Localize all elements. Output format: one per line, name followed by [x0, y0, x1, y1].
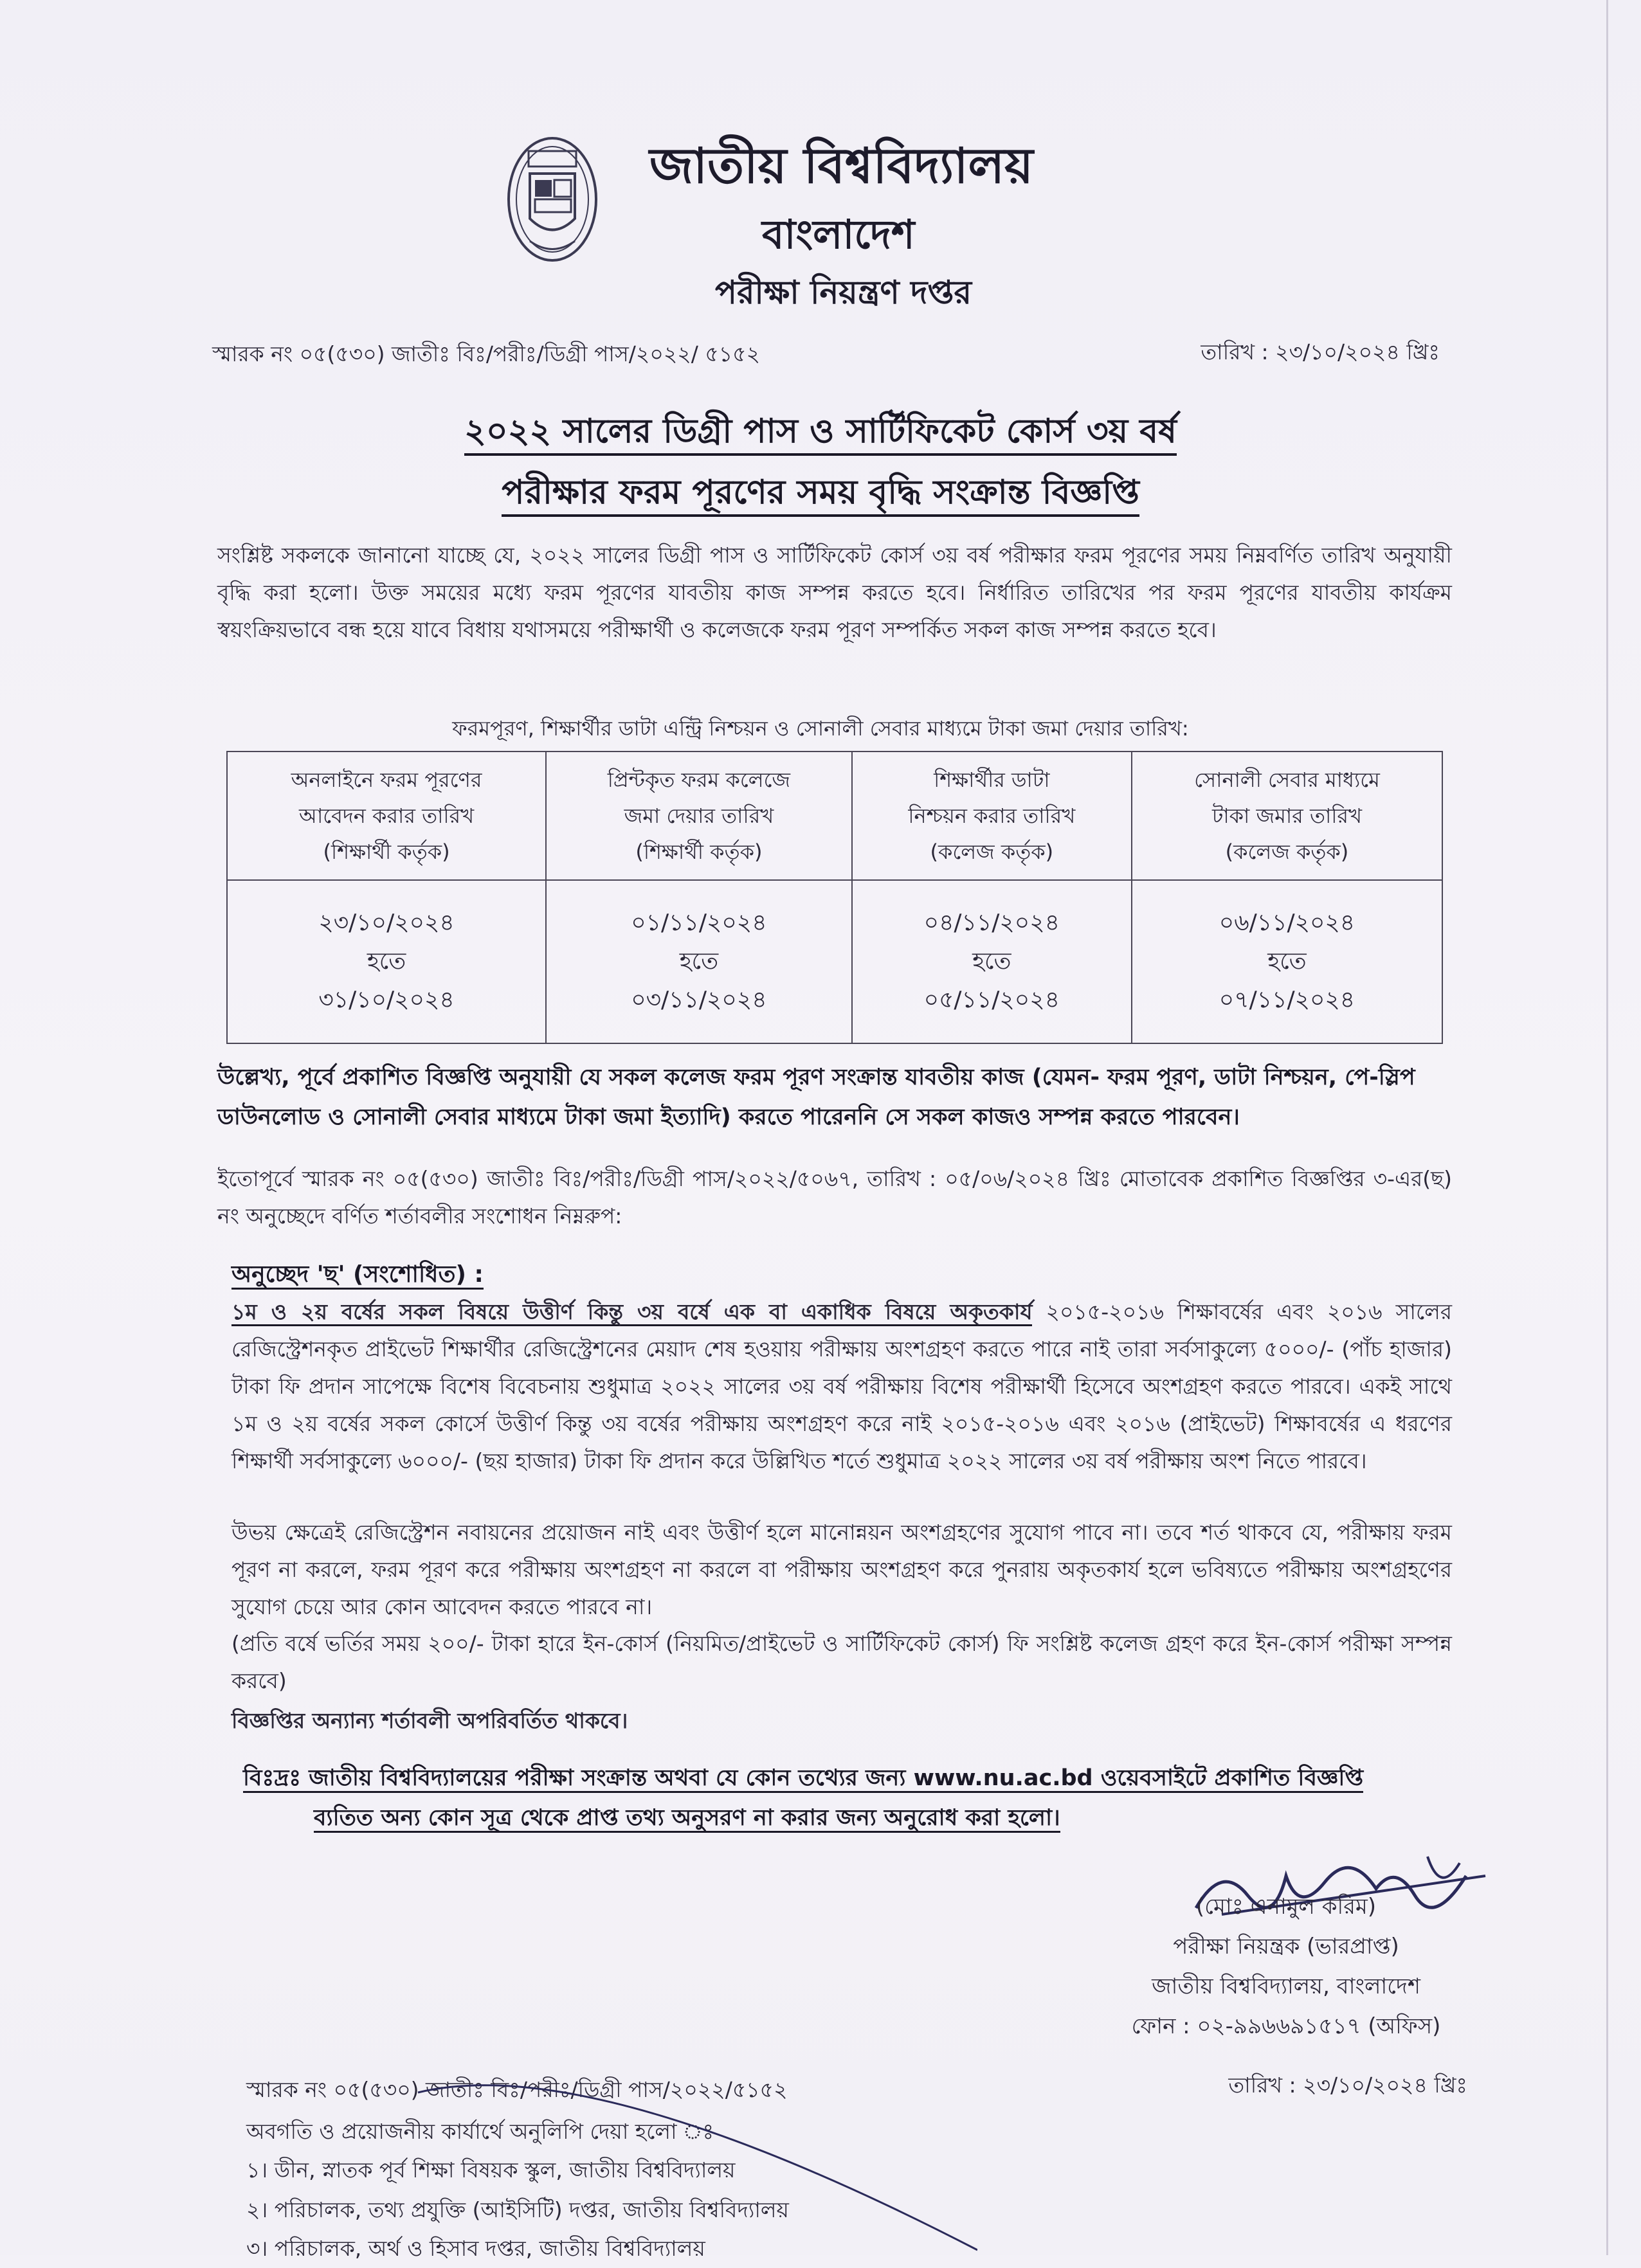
date-cell-sonali-payment: ০৬/১১/২০২৪ হতে ০৭/১১/২০২৪ — [1132, 880, 1442, 1043]
table-header-row — [227, 752, 1442, 880]
intro-paragraph: সংশ্লিষ্ট সকলকে জানানো যাচ্ছে যে, ২০২২ সালের ডিগ্রী পাস ও সার্টিফিকেট কোর্স ৩য় বর্ষ পরীক্ষার ফরম পূরণের সময় নিম্নবর্ণিত তারিখ অনুযায়ী বৃদ্ধি করা হলো। উক্ত সময়ের মধ্যে ফরম পূরণের যাবতীয় কাজ সম্পন্ন করতে হবে। নির্ধারিত তারিখের পর ফরম পূরণের যাবতীয় কার্যক্রম স্বয়ংক্রিয়ভাবে বন্ধ হয়ে যাবে বিধায় যথাসময়ে পরীক্ষার্থী ও কলেজকে ফরম পূরণ সম্পর্কিত সকল কাজ সম্পন্ন করতে হবে। — [217, 543, 1452, 642]
copy-memo-date: তারিখ : ২৩/১০/২০২৪ খ্রিঃ — [1228, 2073, 1467, 2098]
list-item: ৩। পরিচালক, অর্থ ও হিসাব দপ্তর, জাতীয় বিশ্ববিদ্যালয় — [246, 2236, 705, 2261]
unchanged-conditions-line: বিজ্ঞপ্তির অন্যান্য শর্তাবলী অপরিবর্তিত থাকবে। — [231, 1708, 628, 1733]
amendment-paragraph: ইতোপূর্বে স্মারক নং ০৫(৫৩০) জাতীঃ বিঃ/পরীঃ/ডিগ্রী পাস/২০২২/৫০৬৭, তারিখ : ০৫/০৬/২০২৪ খ্রিঃ মোতাবেক প্রকাশিত বিজ্ঞপ্তির ৩-এর(ছ) নং অনুচ্ছেদে বর্ণিত শর্তাবলীর সংশোধন নিম্নরুপ: — [217, 1166, 1452, 1228]
memo-reference: স্মারক নং ০৫(৫৩০) জাতীঃ বিঃ/পরীঃ/ডিগ্রী পাস/২০২২/ ৫১৫২ — [212, 341, 761, 366]
header-cell-printed-form: প্রিন্টকৃত ফরম কলেজে জমা দেয়ার তারিখ (শিক্ষার্থী কর্তৃক) — [546, 752, 852, 880]
note-paragraph: উল্লেখ্য, পূর্বে প্রকাশিত বিজ্ঞপ্তি অনুযায়ী যে সকল কলেজ ফরম পূরণ সংক্রান্ত যাবতীয় কাজ (যেমন- ফরম পূরণ, ডাটা নিশ্চয়ন, পে-স্লিপ ডাউনলোড ও সোনালী সেবার মাধ্যমে টাকা জমা ইত্যাদি) করতে পারেননি সে সকল কাজও সম্পন্ন করতে পারবেন। — [217, 1065, 1415, 1130]
section-lead-text: ১ম ও ২য় বর্ষের সকল বিষয়ে উত্তীর্ণ কিন্তু ৩য় বর্ষে এক বা একাধিক বিষয়ে অকৃতকার্য — [231, 1299, 1032, 1326]
table-row — [227, 880, 1442, 1043]
memo-date: তারিখ : ২৩/১০/২০২৪ খ্রিঃ — [1201, 339, 1440, 364]
signatory-phone: ফোন : ০২-৯৯৬৬৯১৫১৭ (অফিস) — [1131, 2013, 1441, 2039]
header-cell-data-verification: শিক্ষার্থীর ডাটা নিশ্চয়ন করার তারিখ (কলেজ কর্তৃক) — [852, 752, 1132, 880]
signature-block — [1042, 1887, 1530, 2046]
section-rest-text: ২০১৫-২০১৬ শিক্ষাবর্ষের এবং ২০১৬ সালের রেজিস্ট্রেশনকৃত প্রাইভেট শিক্ষার্থীর রেজিস্ট্রেশনের মেয়াদ শেষ হওয়ায় পরীক্ষায় অংশগ্রহণ করতে পারে নাই তারা সর্বসাকুল্যে ৫০০০/- (পাঁচ হাজার) টাকা ফি প্রদান সাপেক্ষে বিশেষ বিবেচনায় শুধুমাত্র ২০২২ সালের ৩য় বর্ষ পরীক্ষায় বিশেষ পরীক্ষার্থী হিসেবে অংশগ্রহণ করতে পারবে। একই সাথে ১ম ও ২য় বর্ষের সকল কোর্সে উত্তীর্ণ কিন্তু ৩য় বর্ষের পরীক্ষায় অংশগ্রহণ করে নাই ২০১৫-২০১৬ এবং ২০১৬ (প্রাইভেট) শিক্ষাবর্ষের এ ধরণের শিক্ষার্থী সর্বসাকুল্যে ৬০০০/- (ছয় হাজার) টাকা ফি প্রদান করে উল্লিখিত শর্তে শুধুমাত্র ২০২২ সালের ৩য় বর্ষ পরীক্ষায় অংশ নিতে পারবে। — [231, 1299, 1452, 1473]
copy-subject: অবগতি ও প্রয়োজনীয় কার্যার্থে অনুলিপি দেয়া হলো ঃ — [246, 2119, 714, 2144]
header-cell-online-form: অনলাইনে ফরম পূরণের আবেদন করার তারিখ (শিক্ষার্থী কর্তৃক) — [227, 752, 546, 880]
schedule-table — [226, 751, 1443, 1044]
section-paragraph — [231, 1293, 1452, 1480]
university-name: জাতীয় বিশ্ববিদ্যালয় — [649, 137, 1033, 194]
copy-memo-reference: স্মারক নং ০৫(৫৩০) জাতীঃ বিঃ/পরীঃ/ডিগ্রী পাস/২০২২/৫১৫২ — [246, 2077, 788, 2102]
list-item: ২। পরিচালক, তথ্য প্রযুক্তি (আইসিটি) দপ্তর, জাতীয় বিশ্ববিদ্যালয় — [246, 2197, 789, 2222]
notice-title-line-1: ২০২২ সালের ডিগ্রী পাস ও সার্টিফিকেট কোর্স ৩য় বর্ষ — [0, 405, 1641, 461]
date-cell-data-verification: ০৪/১১/২০২৪ হতে ০৫/১১/২০২৪ — [852, 880, 1132, 1043]
date-cell-printed-form: ০১/১১/২০২৪ হতে ০৩/১১/২০২৪ — [546, 880, 852, 1043]
list-item: ১। ডীন, স্নাতক পূর্ব শিক্ষা বিষয়ক স্কুল, জাতীয় বিশ্ববিদ্যালয় — [246, 2157, 736, 2182]
signatory-designation: পরীক্ষা নিয়ন্ত্রক (ভারপ্রাপ্ত) — [1173, 1934, 1399, 1959]
university-seal-icon — [504, 129, 601, 267]
nb-line-1: বিঃদ্রঃ জাতীয় বিশ্ববিদ্যালয়ের পরীক্ষা সংক্রান্ত অথবা যে কোন তথ্যের জন্য www.nu.ac.bd ওয়েবসাইটে প্রকাশিত বিজ্ঞপ্তি — [243, 1765, 1363, 1793]
nb-notice — [243, 1758, 1465, 1838]
date-cell-online-form: ২৩/১০/২০২৪ হতে ৩১/১০/২০২৪ — [227, 880, 546, 1043]
signatory-organization: জাতীয় বিশ্ববিদ্যালয়, বাংলাদেশ — [1152, 1974, 1420, 1999]
header-cell-sonali-payment: সোনালী সেবার মাধ্যমে টাকা জমার তারিখ (কলেজ কর্তৃক) — [1132, 752, 1442, 880]
section-heading: অনুচ্ছেদ 'ছ' (সংশোধিত) : — [231, 1257, 484, 1295]
office-name: পরীক্ষা নিয়ন্ত্রণ দপ্তর — [715, 274, 972, 311]
page-edge — [1606, 0, 1608, 2255]
notice-title-line-2: পরীক্ষার ফরম পূরণের সময় বৃদ্ধি সংক্রান্ত বিজ্ঞপ্তি — [0, 466, 1641, 522]
nb-line-2: ব্যতিত অন্য কোন সূত্র থেকে প্রাপ্ত তথ্য অনুসরণ না করার জন্য অনুরোধ করা হলো। — [314, 1805, 1060, 1833]
incourse-paragraph: (প্রতি বর্ষে ভর্তির সময় ২০০/- টাকা হারে ইন-কোর্স (নিয়মিত/প্রাইভেট ও সার্টিফিকেট কোর্স) ফি সংশ্লিষ্ট কলেজ গ্রহণ করে ইন-কোর্স পরীক্ষা সম্পন্ন করবে) — [231, 1631, 1452, 1693]
table-caption: ফরমপূরণ, শিক্ষার্থীর ডাটা এন্ট্রি নিশ্চয়ন ও সোনালী সেবার মাধ্যমে টাকা জমা দেয়ার তারিখ: — [452, 716, 1189, 741]
country-name: বাংলাদেশ — [762, 211, 915, 258]
conditions-paragraph: উভয় ক্ষেত্রেই রেজিস্ট্রেশন নবায়নের প্রয়োজন নাই এবং উত্তীর্ণ হলে মানোন্নয়ন অংশগ্রহণের সুযোগ পাবে না। তবে শর্ত থাকবে যে, পরীক্ষায় ফরম পূরণ না করলে, ফরম পূরণ করে পরীক্ষায় অংশগ্রহণ না করলে বা পরীক্ষায় অংশগ্রহণ করে পুনরায় অকৃতকার্য হলে ভবিষ্যতে পরীক্ষায় অংশগ্রহণের সুযোগ চেয়ে আর কোন আবেদন করতে পারবে না। — [231, 1520, 1452, 1619]
signatory-name: (মোঃ এনামুল করিম) — [1195, 1894, 1377, 1920]
